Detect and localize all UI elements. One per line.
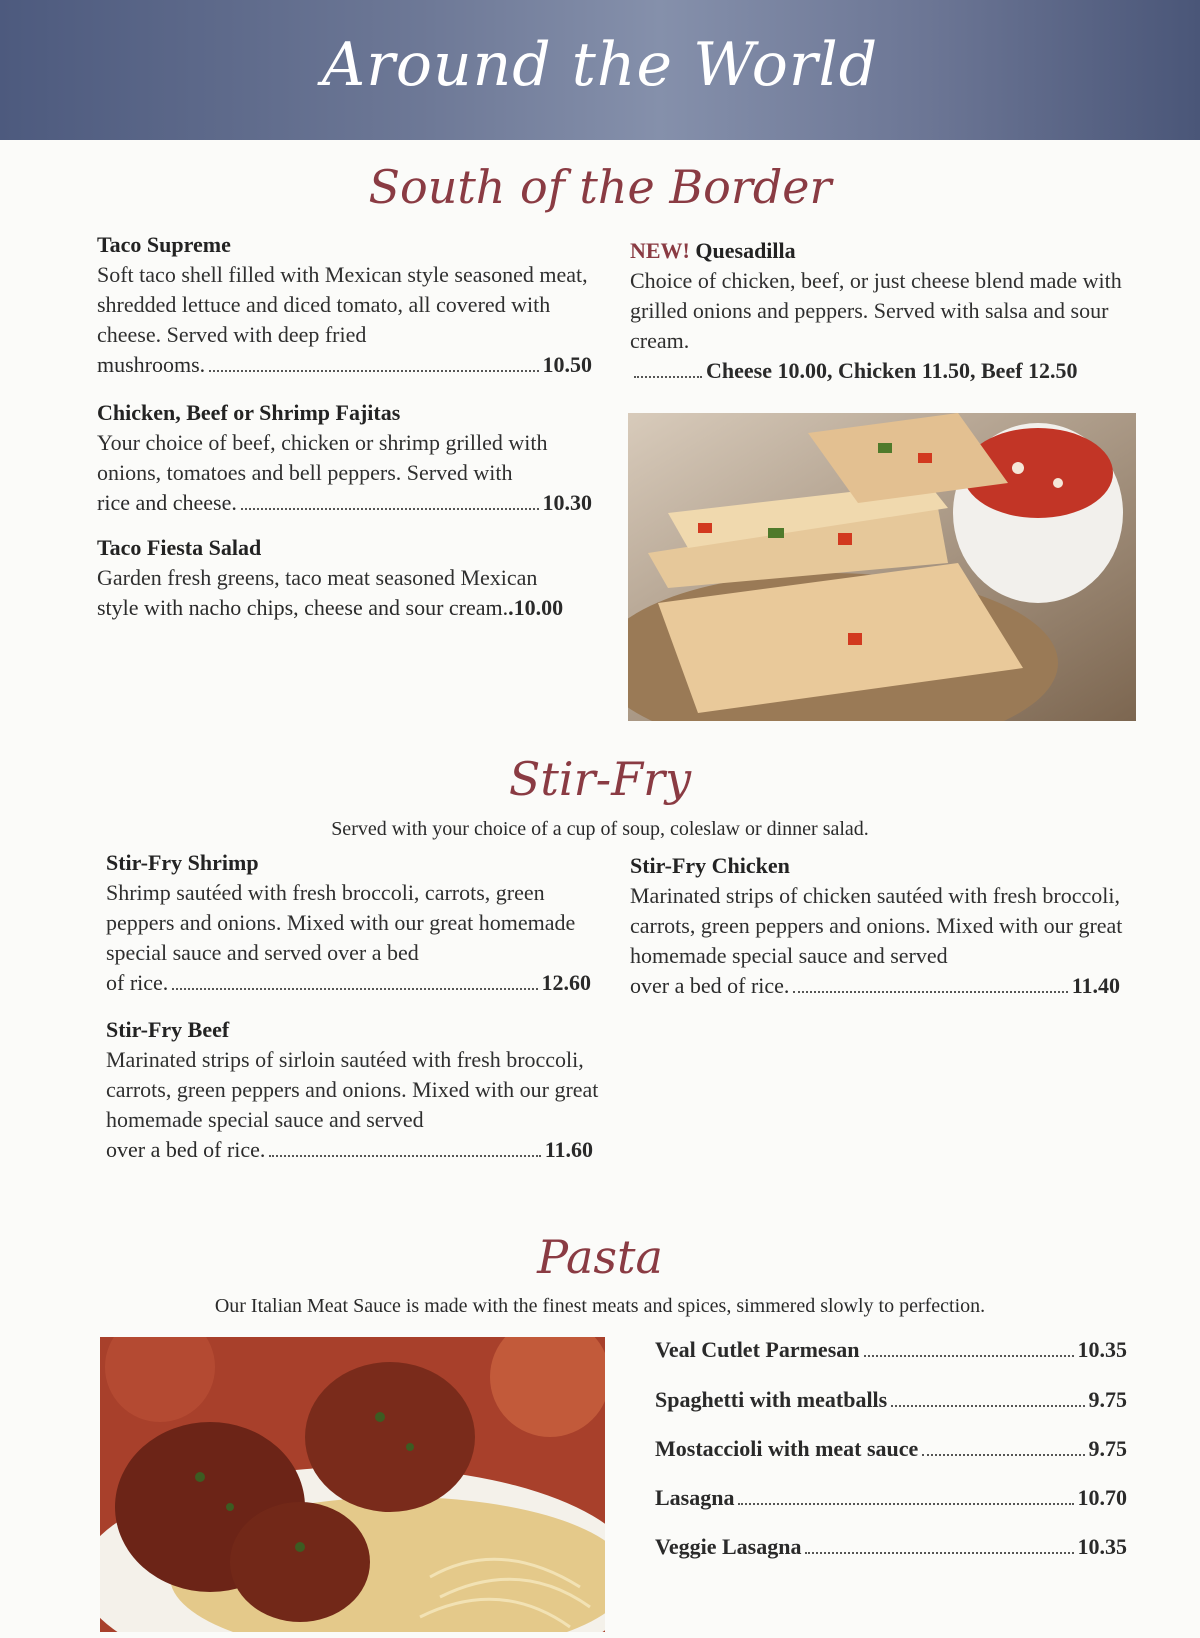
item-name: Taco Supreme: [97, 232, 231, 257]
item-description: Choice of chicken, beef, or just cheese blend made with grilled onions and peppers. Served with salsa and sour cream.: [630, 268, 1122, 353]
quesadilla-photo: [628, 413, 1136, 721]
leader-dots: [209, 370, 538, 372]
item-description: Soft taco shell filled with Mexican style seasoned meat, shredded lettuce and diced tomato, all covered with cheese. Served with deep fried: [97, 262, 588, 347]
item-name: Taco Fiesta Salad: [97, 535, 262, 560]
menu-item-taco-fiesta-salad: [97, 535, 597, 623]
leader-dots: [805, 1552, 1073, 1554]
menu-item-stirfry-beef: [106, 1017, 606, 1165]
leader-dots: [922, 1454, 1084, 1456]
item-price: 10.35: [1077, 1337, 1127, 1362]
item-name: Veggie Lasagna: [655, 1534, 802, 1559]
item-price: 9.75: [1088, 1387, 1127, 1412]
price-row: [630, 356, 1140, 386]
leader-dots: [864, 1355, 1074, 1357]
item-name: Veal Cutlet Parmesan: [655, 1337, 860, 1362]
menu-item-quesadilla: [630, 238, 1140, 386]
item-price: Cheese 10.00, Chicken 11.50, Beef 12.50: [706, 358, 1078, 383]
section-title-pasta: Pasta: [537, 1230, 663, 1284]
item-name: Quesadilla: [695, 238, 796, 263]
leader-dots: [269, 1155, 540, 1157]
spaghetti-meatballs-photo: [100, 1337, 605, 1632]
item-description-end: of rice.: [106, 970, 169, 995]
item-price: 10.50: [542, 352, 592, 377]
menu-item-spaghetti-meatballs: [655, 1387, 1127, 1413]
price-row: [97, 593, 597, 623]
item-price: 10.70: [1077, 1485, 1127, 1510]
menu-item-veggie-lasagna: [655, 1534, 1127, 1560]
leader-dots: [738, 1503, 1073, 1505]
item-description-end: style with nacho chips, cheese and sour cream.: [97, 595, 509, 620]
item-price: 11.40: [1071, 973, 1120, 998]
item-name: Stir-Fry Chicken: [630, 853, 790, 878]
item-description: Shrimp sautéed with fresh broccoli, carrots, green peppers and onions. Mixed with our great homemade special sauce and served over a bed: [106, 880, 576, 965]
item-price: 11.60: [544, 1137, 593, 1162]
item-name: Lasagna: [655, 1485, 735, 1510]
price-row: [97, 350, 592, 380]
price-row: [106, 968, 591, 998]
item-name: Spaghetti with meatballs: [655, 1387, 888, 1412]
menu-item-stirfry-shrimp: [106, 850, 591, 998]
item-name: Mostaccioli with meat sauce: [655, 1436, 919, 1461]
menu-item-stirfry-chicken: [630, 853, 1135, 1001]
new-badge: NEW!: [630, 238, 690, 263]
item-price: .10.00: [508, 595, 564, 620]
item-price: 12.60: [541, 970, 591, 995]
leader-dots: [891, 1405, 1084, 1407]
item-description-end: over a bed of rice.: [106, 1137, 266, 1162]
menu-item-veal-cutlet-parmesan: [655, 1337, 1127, 1363]
section-title-stirfry: Stir-Fry: [508, 752, 692, 806]
leader-dots: [172, 988, 537, 990]
item-price: 9.75: [1088, 1436, 1127, 1461]
item-name: Chicken, Beef or Shrimp Fajitas: [97, 400, 401, 425]
item-description-end: rice and cheese.: [97, 490, 237, 515]
item-description-end: mushrooms.: [97, 352, 206, 377]
page-title: Around the World: [321, 30, 879, 100]
price-row: [106, 1135, 593, 1165]
section-title-south: South of the Border: [368, 160, 832, 214]
item-name: Stir-Fry Beef: [106, 1017, 230, 1042]
menu-item-lasagna: [655, 1485, 1127, 1511]
leader-dots: [241, 508, 539, 510]
item-name: Stir-Fry Shrimp: [106, 850, 259, 875]
leader-dots: [634, 376, 702, 378]
item-name-row: [630, 238, 1140, 264]
item-description: Marinated strips of chicken sautéed with fresh broccoli, carrots, green peppers and onions. Mixed with our great homemade special sauce and served: [630, 883, 1123, 968]
item-price: 10.35: [1077, 1534, 1127, 1559]
pasta-intro: Our Italian Meat Sauce is made with the finest meats and spices, simmered slowly to perfection.: [214, 1295, 986, 1317]
stirfry-intro: Served with your choice of a cup of soup, coleslaw or dinner salad.: [331, 818, 869, 840]
leader-dots: [793, 991, 1067, 993]
item-price: 10.30: [542, 490, 592, 515]
item-description: Your choice of beef, chicken or shrimp grilled with onions, tomatoes and bell peppers. Served with: [97, 430, 548, 485]
header-banner: [0, 0, 1200, 140]
price-row: [97, 488, 592, 518]
item-description: Marinated strips of sirloin sautéed with fresh broccoli, carrots, green peppers and onions. Mixed with our great homemade special sauce and served: [106, 1047, 599, 1132]
item-description: Garden fresh greens, taco meat seasoned Mexican: [97, 565, 538, 590]
item-description-end: over a bed of rice.: [630, 973, 790, 998]
price-row: [630, 971, 1120, 1001]
menu-item-taco-supreme: [97, 232, 592, 380]
menu-item-fajitas: [97, 400, 592, 518]
menu-item-mostaccioli: [655, 1436, 1127, 1462]
